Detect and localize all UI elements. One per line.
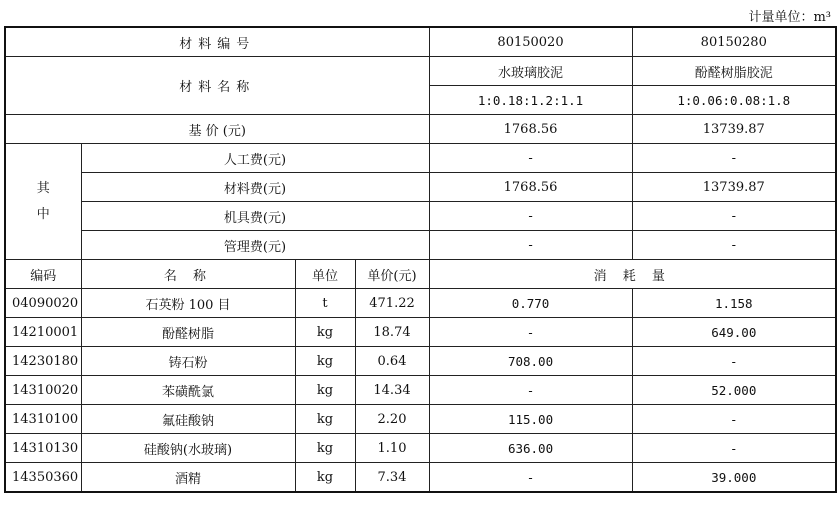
item-name: 硅酸钠(水玻璃)	[81, 434, 295, 463]
column-header-name: 名 称	[81, 260, 295, 289]
table-row	[5, 463, 836, 493]
cost-label: 管理费(元)	[81, 231, 429, 260]
item-code: 14350360	[5, 463, 81, 493]
item-code: 14310100	[5, 405, 81, 434]
unit-note: 计量单位：m³	[748, 10, 831, 25]
item-price: 1.10	[355, 434, 429, 463]
ratio-2: 1:0.06:0.08:1.8	[632, 86, 836, 115]
item-code: 14310020	[5, 376, 81, 405]
material-name-label: 材料名称	[5, 57, 429, 115]
item-name: 石英粉 100 目	[81, 289, 295, 318]
item-consumption-1: 636.00	[429, 434, 632, 463]
item-price: 7.34	[355, 463, 429, 493]
cost-value: -	[429, 202, 632, 231]
column-header-code: 编码	[5, 260, 81, 289]
item-consumption-2: -	[632, 434, 836, 463]
item-consumption-2: 649.00	[632, 318, 836, 347]
item-unit: t	[295, 289, 355, 318]
cost-value: -	[429, 231, 632, 260]
cost-label: 机具费(元)	[81, 202, 429, 231]
table-row	[5, 289, 836, 318]
cost-value: -	[429, 144, 632, 173]
item-consumption-1: -	[429, 318, 632, 347]
item-name: 酒精	[81, 463, 295, 493]
item-price: 18.74	[355, 318, 429, 347]
item-price: 0.64	[355, 347, 429, 376]
item-consumption-1: -	[429, 463, 632, 493]
item-consumption-1: 0.770	[429, 289, 632, 318]
cost-value: 1768.56	[429, 173, 632, 202]
item-rows	[5, 289, 836, 493]
item-name: 酚醛树脂	[81, 318, 295, 347]
among-char-1: 其	[36, 180, 50, 196]
cost-value: -	[632, 144, 836, 173]
item-consumption-1: 708.00	[429, 347, 632, 376]
among-label	[5, 144, 81, 260]
cost-row	[5, 173, 836, 202]
item-consumption-1: -	[429, 376, 632, 405]
item-consumption-2: 52.000	[632, 376, 836, 405]
item-name: 苯磺酰氯	[81, 376, 295, 405]
item-code: 14310130	[5, 434, 81, 463]
material-code-row	[5, 27, 836, 57]
item-unit: kg	[295, 347, 355, 376]
base-price-1: 1768.56	[429, 115, 632, 144]
item-consumption-2: 39.000	[632, 463, 836, 493]
material-name-2: 酚醛树脂胶泥	[632, 57, 836, 86]
cost-label: 人工费(元)	[81, 144, 429, 173]
item-consumption-1: 115.00	[429, 405, 632, 434]
item-code: 14230180	[5, 347, 81, 376]
table-row	[5, 347, 836, 376]
item-consumption-2: -	[632, 405, 836, 434]
item-unit: kg	[295, 376, 355, 405]
item-consumption-2: 1.158	[632, 289, 836, 318]
item-unit: kg	[295, 405, 355, 434]
item-price: 471.22	[355, 289, 429, 318]
cost-row	[5, 231, 836, 260]
cost-value: -	[632, 231, 836, 260]
column-header-unit: 单位	[295, 260, 355, 289]
item-name: 铸石粉	[81, 347, 295, 376]
table-row	[5, 405, 836, 434]
table-row	[5, 318, 836, 347]
item-price: 2.20	[355, 405, 429, 434]
material-code-1: 80150020	[429, 27, 632, 57]
column-header-consumption: 消 耗 量	[429, 260, 836, 289]
item-name: 氟硅酸钠	[81, 405, 295, 434]
base-price-label: 基 价 (元)	[5, 115, 429, 144]
column-header-row	[5, 260, 836, 289]
material-name-row	[5, 57, 836, 86]
base-price-row	[5, 115, 836, 144]
material-name-1: 水玻璃胶泥	[429, 57, 632, 86]
among-char-2: 中	[36, 206, 50, 222]
item-unit: kg	[295, 434, 355, 463]
cost-row	[5, 202, 836, 231]
base-price-2: 13739.87	[632, 115, 836, 144]
cost-row	[5, 144, 836, 173]
quota-table	[4, 26, 837, 493]
material-code-2: 80150280	[632, 27, 836, 57]
item-code: 14210001	[5, 318, 81, 347]
material-code-label: 材料编号	[5, 27, 429, 57]
ratio-1: 1:0.18:1.2:1.1	[429, 86, 632, 115]
table-row	[5, 434, 836, 463]
cost-label: 材料费(元)	[81, 173, 429, 202]
table-row	[5, 376, 836, 405]
item-code: 04090020	[5, 289, 81, 318]
item-unit: kg	[295, 318, 355, 347]
item-price: 14.34	[355, 376, 429, 405]
item-unit: kg	[295, 463, 355, 493]
cost-value: -	[632, 202, 836, 231]
cost-value: 13739.87	[632, 173, 836, 202]
column-header-price: 单价(元)	[355, 260, 429, 289]
item-consumption-2: -	[632, 347, 836, 376]
